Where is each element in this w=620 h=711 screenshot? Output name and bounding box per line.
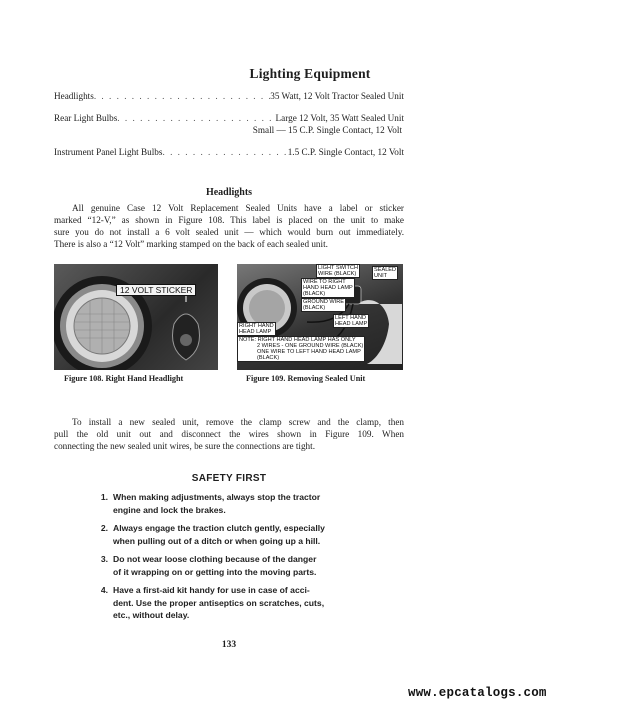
spec-label: Headlights: [54, 91, 94, 101]
light-switch-wire-label: LIGHT SWITCH WIRE (BLACK): [318, 265, 358, 277]
figure-108-photo: [54, 264, 218, 370]
safety-item-4: 4. Have a first-aid kit handy for use in case of acci- dent. Use the proper antiseptics on scratches, cuts, etc., without delay.: [100, 585, 325, 620]
sticker-label: 12 VOLT STICKER: [116, 284, 196, 296]
spec-list: [54, 90, 404, 158]
text-line: All genuine Case 12 Volt Replacement Sealed Units have a label or sticker: [72, 203, 404, 213]
headlight-illustration: [54, 264, 218, 370]
safety-item-1: 1. When making adjustments, always stop the tractor engine and lock the brakes.: [100, 492, 321, 515]
page-number: 133: [221, 640, 237, 650]
safety-item-3: 3. Do not wear loose clothing because of the danger of it wrapping on or getting into the moving parts.: [100, 554, 317, 577]
spec-value: Large 12 Volt, 35 Watt Sealed Unit: [275, 113, 404, 123]
spec-value: 35 Watt, 12 Volt Tractor Sealed Unit: [270, 91, 404, 101]
figure-109-caption: Figure 109. Removing Sealed Unit: [246, 374, 366, 383]
spec-headlights: [54, 90, 404, 102]
safety-title: SAFETY FIRST: [191, 473, 267, 484]
wire-right-label: WIRE TO RIGHT HAND HEAD LAMP (BLACK): [303, 279, 353, 297]
text-line: There is also a “12 Volt” marking stamped on the back of each sealed unit.: [54, 239, 328, 249]
sealed-unit-label: SEALED UNIT: [374, 267, 397, 279]
install-paragraph: [54, 416, 404, 452]
text-line: connecting the new sealed unit wires, be sure the connections are tight.: [54, 441, 315, 451]
spec-rear-light: [54, 112, 404, 124]
spec-instrument-panel: [54, 146, 404, 158]
safety-list: [90, 491, 362, 628]
note-label: NOTE: RIGHT HAND HEAD LAMP HAS ONLY 2 WIRES - ONE GROUND WIRE (BLACK) ONE WIRE TO LEFT HAND HEAD LAMP (BLACK): [239, 337, 364, 361]
headlights-paragraph: [54, 202, 404, 250]
right-lamp-label: RIGHT HAND HEAD LAMP: [239, 323, 274, 335]
safety-item-2: 2. Always engage the traction clutch gently, especially when pulling out of a ditch or when going up a hill.: [100, 523, 325, 546]
text-line: sure you do not install a 6 volt sealed unit — which would burn out immediately.: [54, 227, 404, 237]
spec-label: Instrument Panel Light Bulbs: [54, 147, 163, 157]
spec-sub: Small –– 15 C.P. Single Contact, 12 Volt: [252, 125, 402, 135]
text-line: To install a new sealed unit, remove the clamp screw and the clamp, then: [72, 417, 404, 427]
figure-109-photo: [237, 264, 403, 370]
text-line: pull the old unit out and disconnect the wires shown in Figure 109. When: [54, 429, 404, 439]
figure-108-caption: Figure 108. Right Hand Headlight: [64, 374, 184, 383]
page-title: Lighting Equipment: [249, 66, 371, 81]
spec-value: 1.5 C.P. Single Contact, 12 Volt: [287, 147, 404, 157]
spec-label: Rear Light Bulbs: [54, 113, 118, 123]
text-line: marked “12-V,” as shown in Figure 108. This label is placed on the unit to make: [54, 215, 404, 225]
headlights-heading: Headlights: [205, 187, 253, 198]
website-watermark[interactable]: www.epcatalogs.com: [408, 686, 547, 700]
ground-wire-label: GROUND WIRE (BLACK): [303, 299, 345, 311]
left-lamp-label: LEFT HAND HEAD LAMP: [335, 315, 368, 327]
